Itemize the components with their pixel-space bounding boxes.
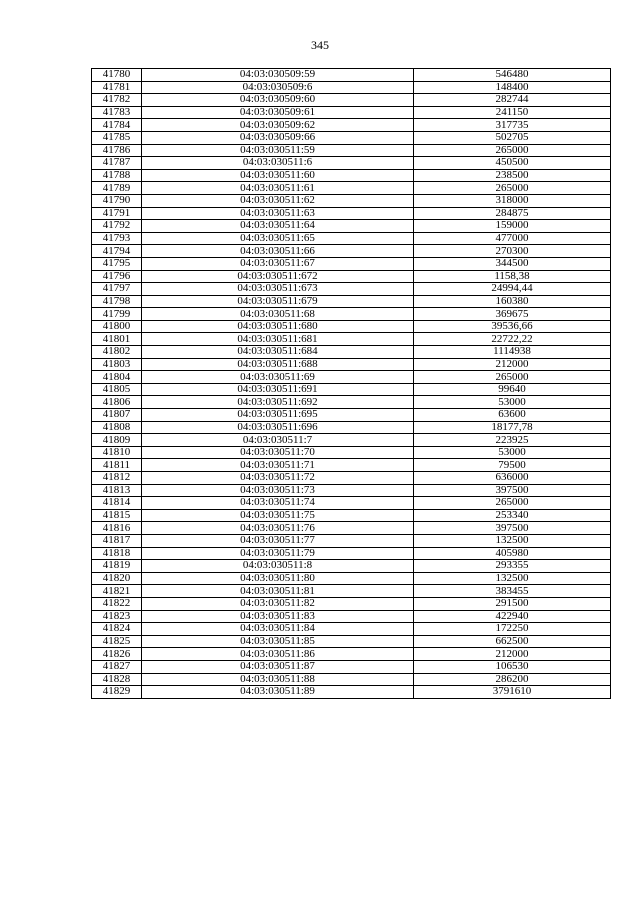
- value-cell: 172250: [414, 623, 611, 636]
- table-row: [92, 446, 611, 459]
- row-number-cell: 41826: [92, 648, 142, 661]
- row-number-cell: 41791: [92, 207, 142, 220]
- value-cell: 383455: [414, 585, 611, 598]
- cadastral-number-cell: 04:03:030511:59: [142, 144, 414, 157]
- row-number-cell: 41818: [92, 547, 142, 560]
- value-cell: 63600: [414, 409, 611, 422]
- row-number-cell: 41808: [92, 421, 142, 434]
- row-number-cell: 41780: [92, 69, 142, 82]
- table-row: [92, 295, 611, 308]
- cadastral-number-cell: 04:03:030511:82: [142, 597, 414, 610]
- table-row: [92, 660, 611, 673]
- table-row: [92, 106, 611, 119]
- row-number-cell: 41811: [92, 459, 142, 472]
- value-cell: 132500: [414, 572, 611, 585]
- row-number-cell: 41804: [92, 371, 142, 384]
- cadastral-number-cell: 04:03:030511:74: [142, 497, 414, 510]
- value-cell: 159000: [414, 220, 611, 233]
- cadastral-number-cell: 04:03:030511:684: [142, 346, 414, 359]
- table-row: [92, 459, 611, 472]
- cadastral-number-cell: 04:03:030511:80: [142, 572, 414, 585]
- row-number-cell: 41820: [92, 572, 142, 585]
- value-cell: 286200: [414, 673, 611, 686]
- table-row: [92, 572, 611, 585]
- value-cell: 253340: [414, 509, 611, 522]
- table-row: [92, 308, 611, 321]
- table-row: [92, 421, 611, 434]
- row-number-cell: 41786: [92, 144, 142, 157]
- row-number-cell: 41798: [92, 295, 142, 308]
- cadastral-number-cell: 04:03:030511:75: [142, 509, 414, 522]
- data-table: [91, 68, 611, 699]
- cadastral-number-cell: 04:03:030509:61: [142, 106, 414, 119]
- row-number-cell: 41806: [92, 396, 142, 409]
- value-cell: 265000: [414, 144, 611, 157]
- table-row: [92, 472, 611, 485]
- cadastral-number-cell: 04:03:030511:681: [142, 333, 414, 346]
- page-number: 345: [311, 38, 329, 52]
- cadastral-number-cell: 04:03:030511:679: [142, 295, 414, 308]
- value-cell: 502705: [414, 131, 611, 144]
- row-number-cell: 41810: [92, 446, 142, 459]
- table-row: [92, 396, 611, 409]
- table-row: [92, 232, 611, 245]
- table-row: [92, 194, 611, 207]
- value-cell: 270300: [414, 245, 611, 258]
- table-row: [92, 358, 611, 371]
- table-row: [92, 144, 611, 157]
- cadastral-number-cell: 04:03:030511:60: [142, 169, 414, 182]
- value-cell: 293355: [414, 560, 611, 573]
- table-row: [92, 131, 611, 144]
- value-cell: 317735: [414, 119, 611, 132]
- row-number-cell: 41796: [92, 270, 142, 283]
- cadastral-number-cell: 04:03:030511:88: [142, 673, 414, 686]
- table-row: [92, 434, 611, 447]
- cadastral-number-cell: 04:03:030511:680: [142, 320, 414, 333]
- cadastral-number-cell: 04:03:030511:83: [142, 610, 414, 623]
- value-cell: 53000: [414, 446, 611, 459]
- row-number-cell: 41788: [92, 169, 142, 182]
- row-number-cell: 41797: [92, 283, 142, 296]
- row-number-cell: 41813: [92, 484, 142, 497]
- row-number-cell: 41790: [92, 194, 142, 207]
- row-number-cell: 41802: [92, 346, 142, 359]
- cadastral-number-cell: 04:03:030511:68: [142, 308, 414, 321]
- row-number-cell: 41784: [92, 119, 142, 132]
- cadastral-number-cell: 04:03:030511:73: [142, 484, 414, 497]
- cadastral-number-cell: 04:03:030511:66: [142, 245, 414, 258]
- value-cell: 39536,66: [414, 320, 611, 333]
- table-row: [92, 157, 611, 170]
- value-cell: 1158,38: [414, 270, 611, 283]
- table-row: [92, 169, 611, 182]
- value-cell: 450500: [414, 157, 611, 170]
- table-row: [92, 119, 611, 132]
- row-number-cell: 41800: [92, 320, 142, 333]
- table-row: [92, 94, 611, 107]
- value-cell: 291500: [414, 597, 611, 610]
- cadastral-number-cell: 04:03:030511:64: [142, 220, 414, 233]
- cadastral-number-cell: 04:03:030511:89: [142, 686, 414, 699]
- cadastral-number-cell: 04:03:030511:65: [142, 232, 414, 245]
- table-row: [92, 560, 611, 573]
- table-row: [92, 497, 611, 510]
- cadastral-number-cell: 04:03:030511:6: [142, 157, 414, 170]
- row-number-cell: 41828: [92, 673, 142, 686]
- row-number-cell: 41803: [92, 358, 142, 371]
- row-number-cell: 41815: [92, 509, 142, 522]
- cadastral-number-cell: 04:03:030509:60: [142, 94, 414, 107]
- cadastral-number-cell: 04:03:030511:70: [142, 446, 414, 459]
- table-row: [92, 383, 611, 396]
- row-number-cell: 41816: [92, 522, 142, 535]
- value-cell: 79500: [414, 459, 611, 472]
- cadastral-number-cell: 04:03:030509:59: [142, 69, 414, 82]
- value-cell: 3791610: [414, 686, 611, 699]
- cadastral-number-cell: 04:03:030511:7: [142, 434, 414, 447]
- cadastral-number-cell: 04:03:030511:69: [142, 371, 414, 384]
- cadastral-number-cell: 04:03:030511:85: [142, 635, 414, 648]
- table-row: [92, 207, 611, 220]
- value-cell: 546480: [414, 69, 611, 82]
- table-row: [92, 623, 611, 636]
- row-number-cell: 41792: [92, 220, 142, 233]
- cadastral-number-cell: 04:03:030511:76: [142, 522, 414, 535]
- table-row: [92, 534, 611, 547]
- row-number-cell: 41823: [92, 610, 142, 623]
- table-row: [92, 320, 611, 333]
- value-cell: 18177,78: [414, 421, 611, 434]
- row-number-cell: 41781: [92, 81, 142, 94]
- table-row: [92, 371, 611, 384]
- cadastral-number-cell: 04:03:030511:672: [142, 270, 414, 283]
- table-row: [92, 597, 611, 610]
- table-row: [92, 547, 611, 560]
- value-cell: 422940: [414, 610, 611, 623]
- cadastral-number-cell: 04:03:030511:696: [142, 421, 414, 434]
- row-number-cell: 41824: [92, 623, 142, 636]
- row-number-cell: 41817: [92, 534, 142, 547]
- row-number-cell: 41807: [92, 409, 142, 422]
- value-cell: 106530: [414, 660, 611, 673]
- row-number-cell: 41782: [92, 94, 142, 107]
- row-number-cell: 41809: [92, 434, 142, 447]
- cadastral-number-cell: 04:03:030511:692: [142, 396, 414, 409]
- row-number-cell: 41805: [92, 383, 142, 396]
- value-cell: 397500: [414, 484, 611, 497]
- cadastral-number-cell: 04:03:030509:6: [142, 81, 414, 94]
- value-cell: 265000: [414, 371, 611, 384]
- value-cell: 53000: [414, 396, 611, 409]
- table-row: [92, 270, 611, 283]
- table-row: [92, 283, 611, 296]
- table-row: [92, 81, 611, 94]
- value-cell: 212000: [414, 648, 611, 661]
- table-row: [92, 686, 611, 699]
- table-row: [92, 346, 611, 359]
- row-number-cell: 41829: [92, 686, 142, 699]
- cadastral-number-cell: 04:03:030511:87: [142, 660, 414, 673]
- row-number-cell: 41795: [92, 257, 142, 270]
- table-row: [92, 220, 611, 233]
- row-number-cell: 41822: [92, 597, 142, 610]
- table-row: [92, 635, 611, 648]
- value-cell: 265000: [414, 497, 611, 510]
- value-cell: 148400: [414, 81, 611, 94]
- value-cell: 282744: [414, 94, 611, 107]
- cadastral-number-cell: 04:03:030511:79: [142, 547, 414, 560]
- row-number-cell: 41812: [92, 472, 142, 485]
- row-number-cell: 41785: [92, 131, 142, 144]
- row-number-cell: 41794: [92, 245, 142, 258]
- value-cell: 132500: [414, 534, 611, 547]
- cadastral-number-cell: 04:03:030511:71: [142, 459, 414, 472]
- value-cell: 265000: [414, 182, 611, 195]
- row-number-cell: 41814: [92, 497, 142, 510]
- row-number-cell: 41819: [92, 560, 142, 573]
- value-cell: 223925: [414, 434, 611, 447]
- row-number-cell: 41799: [92, 308, 142, 321]
- value-cell: 24994,44: [414, 283, 611, 296]
- row-number-cell: 41793: [92, 232, 142, 245]
- cadastral-number-cell: 04:03:030509:66: [142, 131, 414, 144]
- table-body: [92, 69, 611, 699]
- cadastral-number-cell: 04:03:030511:86: [142, 648, 414, 661]
- table-row: [92, 182, 611, 195]
- cadastral-number-cell: 04:03:030511:84: [142, 623, 414, 636]
- value-cell: 397500: [414, 522, 611, 535]
- table-row: [92, 245, 611, 258]
- row-number-cell: 41801: [92, 333, 142, 346]
- value-cell: 636000: [414, 472, 611, 485]
- value-cell: 284875: [414, 207, 611, 220]
- table-row: [92, 257, 611, 270]
- row-number-cell: 41787: [92, 157, 142, 170]
- row-number-cell: 41825: [92, 635, 142, 648]
- value-cell: 22722,22: [414, 333, 611, 346]
- value-cell: 1114938: [414, 346, 611, 359]
- table-row: [92, 610, 611, 623]
- value-cell: 241150: [414, 106, 611, 119]
- row-number-cell: 41789: [92, 182, 142, 195]
- row-number-cell: 41821: [92, 585, 142, 598]
- value-cell: 405980: [414, 547, 611, 560]
- cadastral-number-cell: 04:03:030511:691: [142, 383, 414, 396]
- value-cell: 160380: [414, 295, 611, 308]
- cadastral-number-cell: 04:03:030511:688: [142, 358, 414, 371]
- cadastral-number-cell: 04:03:030511:8: [142, 560, 414, 573]
- cadastral-number-cell: 04:03:030511:77: [142, 534, 414, 547]
- cadastral-number-cell: 04:03:030511:61: [142, 182, 414, 195]
- table-row: [92, 484, 611, 497]
- table-row: [92, 409, 611, 422]
- cadastral-number-cell: 04:03:030511:695: [142, 409, 414, 422]
- value-cell: 99640: [414, 383, 611, 396]
- table-row: [92, 673, 611, 686]
- cadastral-number-cell: 04:03:030511:67: [142, 257, 414, 270]
- table-row: [92, 585, 611, 598]
- table-row: [92, 648, 611, 661]
- cadastral-number-cell: 04:03:030511:81: [142, 585, 414, 598]
- value-cell: 238500: [414, 169, 611, 182]
- value-cell: 318000: [414, 194, 611, 207]
- cadastral-number-cell: 04:03:030509:62: [142, 119, 414, 132]
- value-cell: 662500: [414, 635, 611, 648]
- value-cell: 212000: [414, 358, 611, 371]
- value-cell: 477000: [414, 232, 611, 245]
- cadastral-number-cell: 04:03:030511:63: [142, 207, 414, 220]
- row-number-cell: 41783: [92, 106, 142, 119]
- value-cell: 344500: [414, 257, 611, 270]
- table-row: [92, 69, 611, 82]
- cadastral-number-cell: 04:03:030511:673: [142, 283, 414, 296]
- cadastral-number-cell: 04:03:030511:62: [142, 194, 414, 207]
- table-row: [92, 522, 611, 535]
- row-number-cell: 41827: [92, 660, 142, 673]
- table-row: [92, 333, 611, 346]
- table-row: [92, 509, 611, 522]
- value-cell: 369675: [414, 308, 611, 321]
- cadastral-number-cell: 04:03:030511:72: [142, 472, 414, 485]
